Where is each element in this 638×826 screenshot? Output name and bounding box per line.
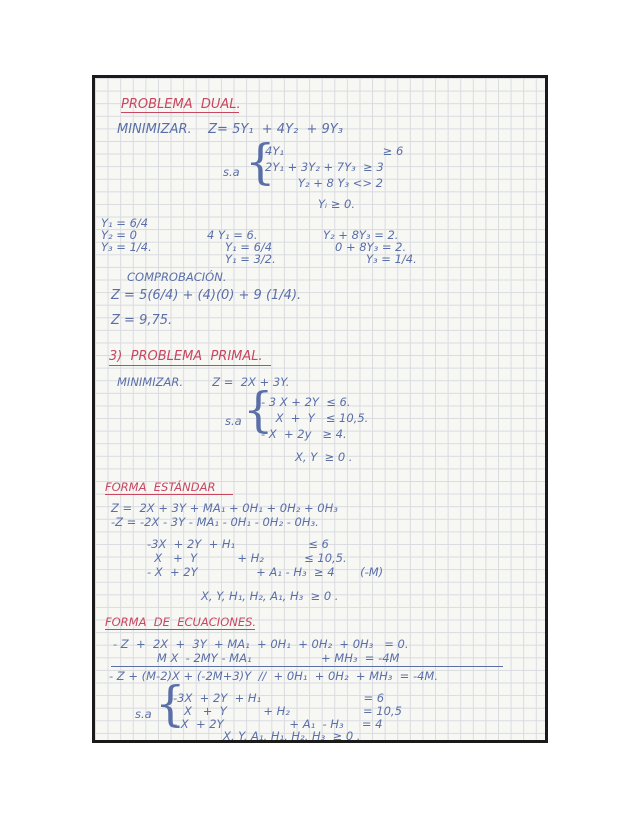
check-label: COMPROBACIÓN. <box>127 270 227 284</box>
equations-row-1: -3X + 2Y + H₁ = 6 <box>173 691 385 705</box>
dual-work-b2: 0 + 8Y₃ = 2. <box>335 240 407 254</box>
dual-value-y2: Y₂ = 0 <box>101 228 137 242</box>
standard-row-1: -3X + 2Y + H₁ ≤ 6 <box>147 537 329 551</box>
check-expression: Z = 5(6/4) + (4)(0) + 9 (1/4). <box>111 288 302 303</box>
standard-line-1: Z = 2X + 3Y + MA₁ + 0H₁ + 0H₂ + 0H₃ <box>111 501 338 515</box>
equations-row-3: - X + 2Y + A₁ - H₃ = 4 <box>173 717 383 731</box>
dual-constraint-2: 2Y₁ + 3Y₂ + 7Y₃ ≥ 3 <box>265 160 384 174</box>
standard-nonneg: X, Y, H₁, H₂, A₁, H₃ ≥ 0 . <box>201 589 339 603</box>
equations-title: FORMA DE ECUACIONES. <box>105 615 257 629</box>
primal-objective: MINIMIZAR. Z = 2X + 3Y. <box>117 375 290 389</box>
dual-brace: { <box>245 134 276 190</box>
primal-nonneg: X, Y ≥ 0 . <box>295 450 353 464</box>
primal-brace: { <box>243 382 274 438</box>
primal-constraint-3: - X + 2y ≥ 4. <box>261 427 347 441</box>
dual-value-y3: Y₃ = 1/4. <box>101 240 152 254</box>
dual-work-a2: Y₁ = 6/4 <box>225 240 273 254</box>
check-result: Z = 9,75. <box>111 313 173 328</box>
dual-nonneg: Yᵢ ≥ 0. <box>318 197 355 211</box>
equations-title-underline <box>105 629 255 630</box>
standard-row-3: - X + 2Y + A₁ - H₃ ≥ 4 (-M) <box>147 565 384 579</box>
equations-row-2: X + Y + H₂ = 10,5 <box>173 704 402 718</box>
equations-brace: { <box>155 676 186 732</box>
dual-constraint-1: 4Y₁ ≥ 6 <box>265 144 404 158</box>
standard-row-2: X + Y + H₂ ≤ 10,5. <box>147 551 347 565</box>
equations-line-3: - Z + (M-2)X + (-2M+3)Y // + 0H₁ + 0H₂ + MH₃ = -4M. <box>109 669 438 683</box>
primal-sa-label: s.a <box>225 414 242 428</box>
dual-work-b3: Y₃ = 1/4. <box>366 252 417 266</box>
standard-title-underline <box>105 494 233 495</box>
equations-sum-rule <box>111 666 503 667</box>
dual-sa-label: s.a <box>223 165 240 179</box>
primal-constraint-2: X + Y ≤ 10,5. <box>261 411 369 425</box>
primal-constraint-1: - 3 X + 2Y ≤ 6. <box>261 395 351 409</box>
dual-title-underline <box>121 112 239 113</box>
standard-line-2: -Z = -2X - 3Y - MA₁ - 0H₁ - 0H₂ - 0H₃. <box>111 515 319 529</box>
primal-title: 3) PROBLEMA PRIMAL. <box>109 349 263 364</box>
dual-title: PROBLEMA DUAL. <box>121 97 241 112</box>
equations-sa-label: s.a <box>135 707 152 721</box>
dual-work-a1: 4 Y₁ = 6. <box>207 228 258 242</box>
equations-nonneg: X, Y, A₁, H₁, H₂, H₃ ≥ 0 . <box>223 729 361 743</box>
equations-line-2: M X - 2MY - MA₁ + MH₃ = -4M <box>113 651 400 665</box>
dual-work-b1: Y₂ + 8Y₃ = 2. <box>323 228 399 242</box>
equations-line-1: - Z + 2X + 3Y + MA₁ + 0H₁ + 0H₂ + 0H₃ = 0. <box>113 637 409 651</box>
dual-work-a3: Y₁ = 3/2. <box>225 252 276 266</box>
dual-value-y1: Y₁ = 6/4 <box>101 216 149 230</box>
notebook-page <box>92 75 548 743</box>
standard-title: FORMA ESTÁNDAR <box>105 480 216 494</box>
dual-objective: MINIMIZAR. Z= 5Y₁ + 4Y₂ + 9Y₃ <box>117 122 343 137</box>
dual-constraint-3: Y₂ + 8 Y₃ <> 2 <box>265 176 383 190</box>
primal-title-underline <box>109 365 271 366</box>
